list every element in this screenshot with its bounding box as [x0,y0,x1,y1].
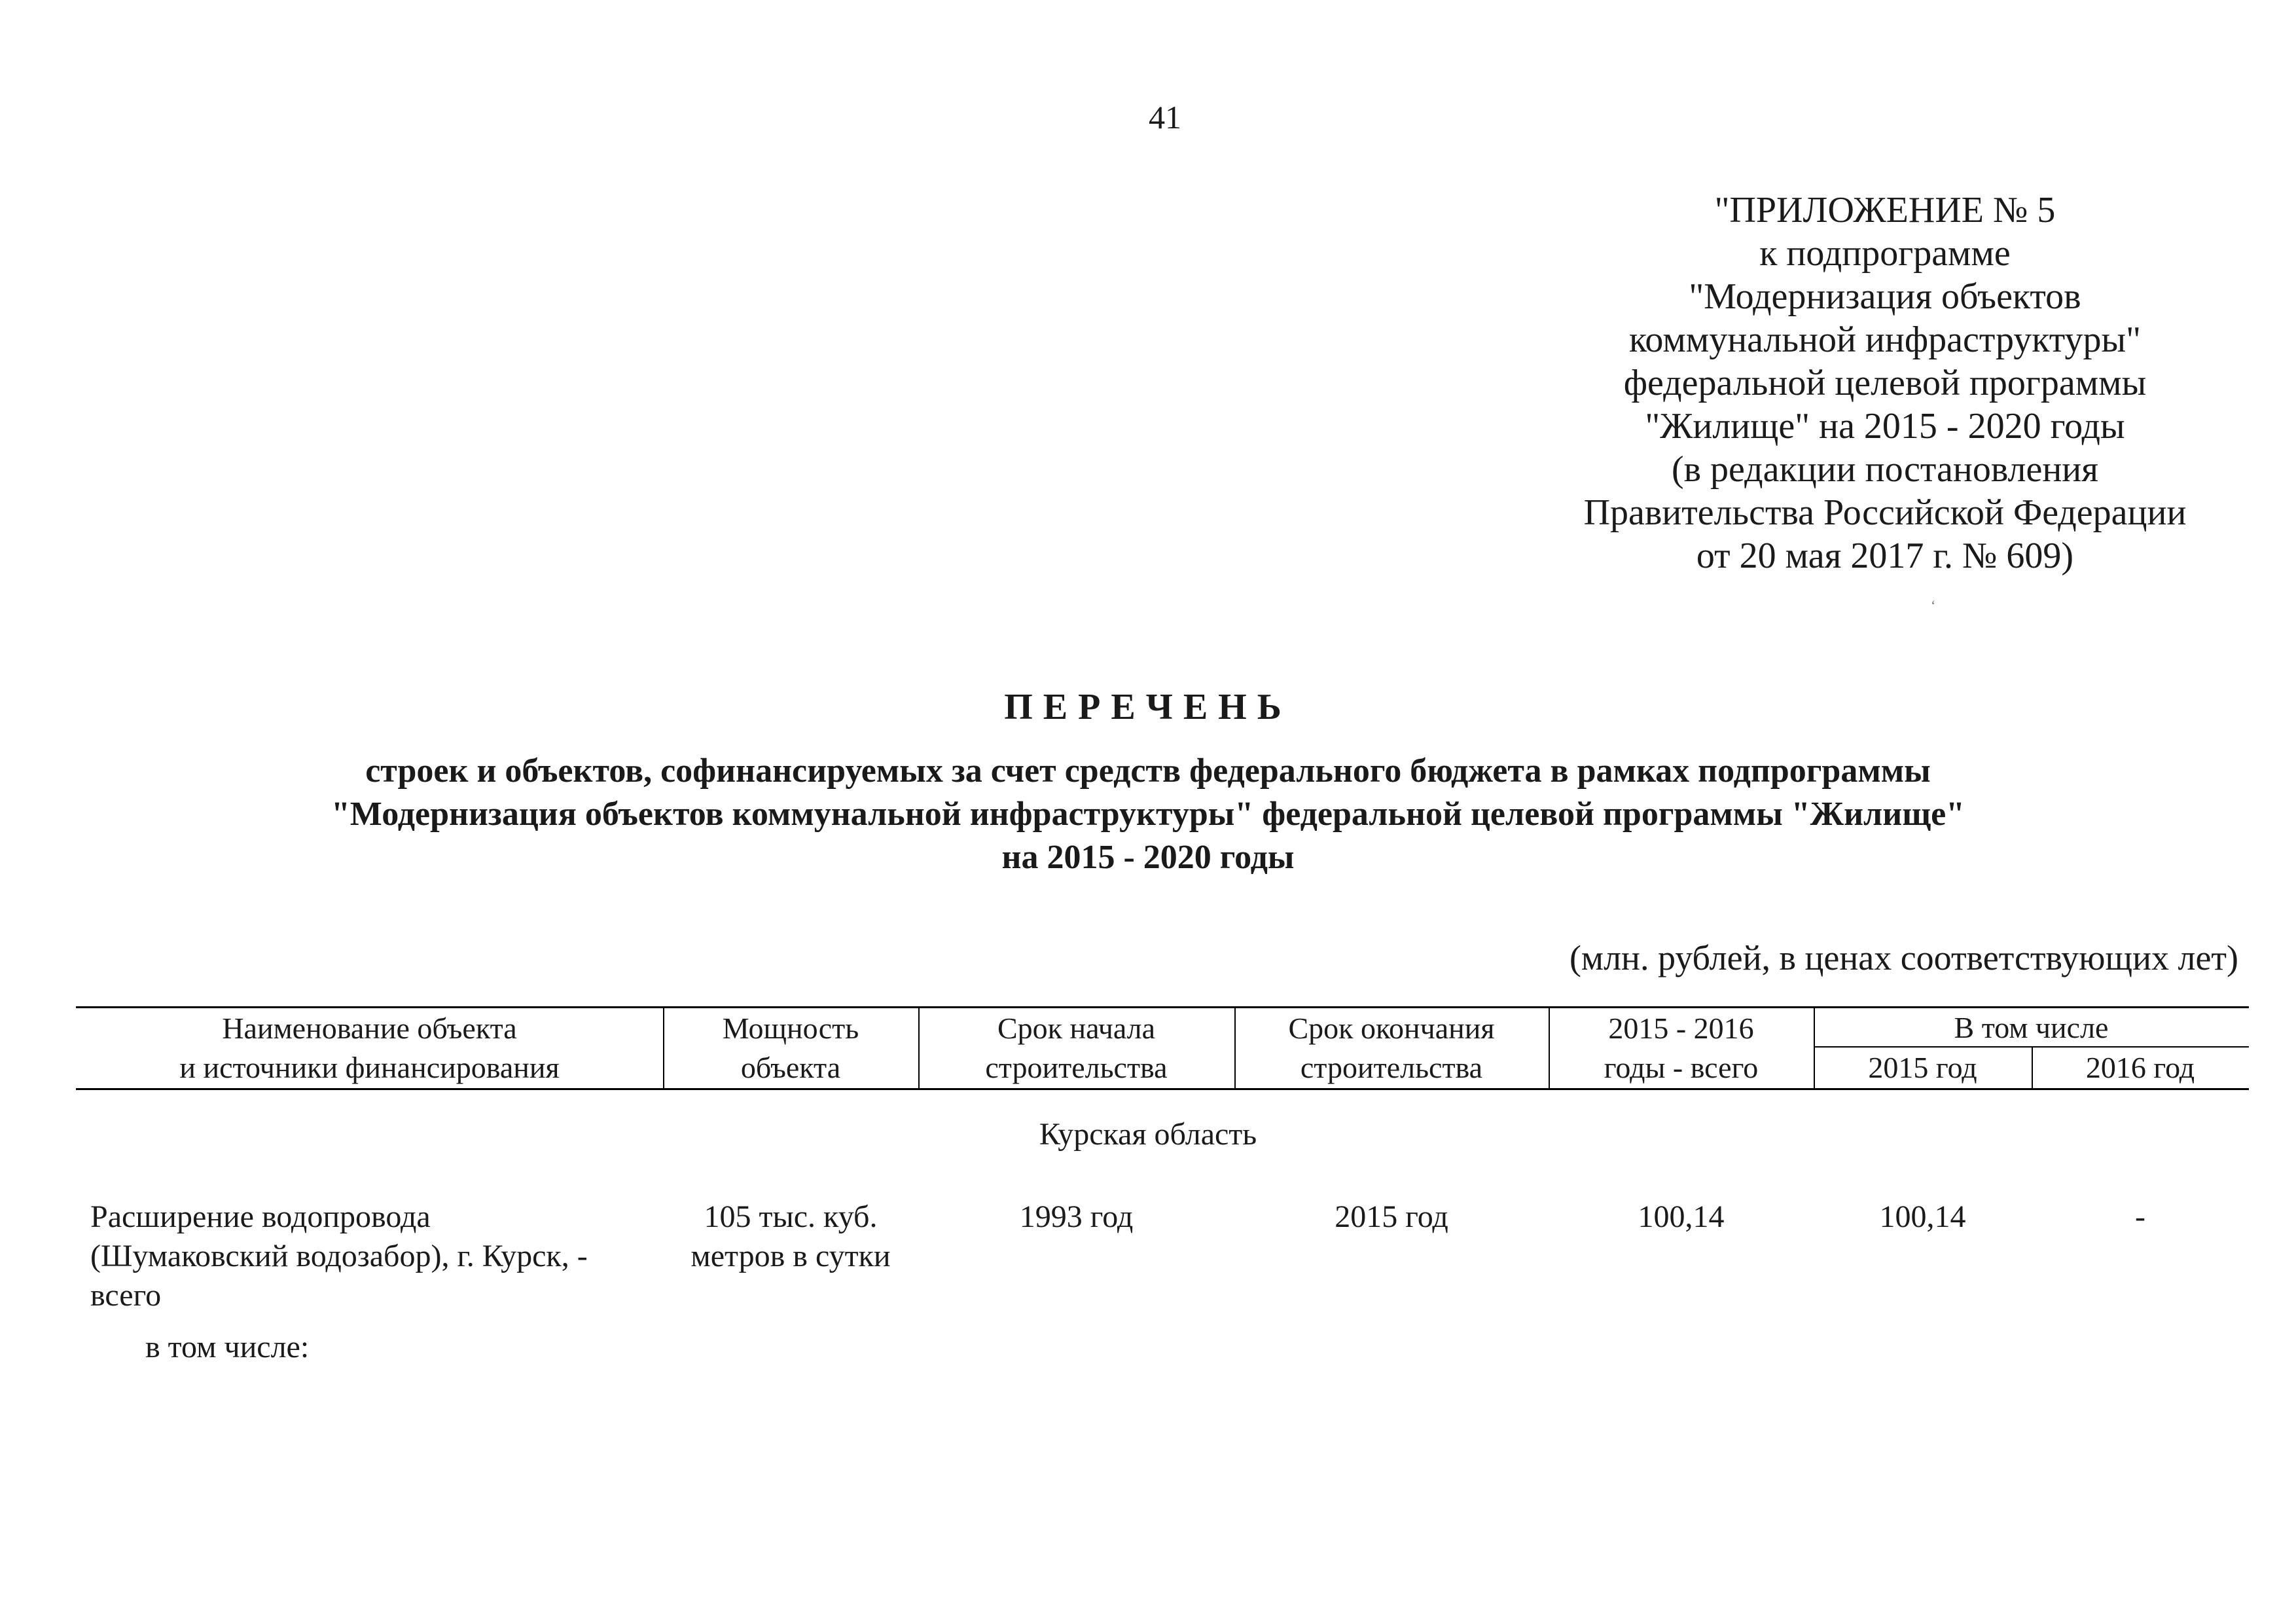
appendix-line: к подпрограмме [1759,233,2011,274]
header-end-line: Срок окончания [1288,1012,1495,1045]
row-name [90,1197,588,1315]
appendix-line: от 20 мая 2017 г. № 609) [1696,536,2074,576]
units-note: (млн. рублей, в ценах соответствующих лет) [1569,938,2238,977]
header-capacity [663,1009,918,1087]
header-end [1234,1009,1549,1087]
subtitle-line: строек и объектов, софинансируемых за счет средств федерального бюджета в рамках подпрограммы [365,752,1931,790]
appendix-header [1518,189,2251,577]
subtitle-line: "Модернизация объектов коммунальной инфраструктуры" федеральной целевой программы "Жилище" [331,795,1965,833]
header-name-line: и источники финансирования [179,1051,560,1084]
header-capacity-line: Мощность [722,1012,859,1045]
appendix-line: "ПРИЛОЖЕНИЕ № 5 [1714,190,2056,230]
page-number: 41 [1149,99,1181,136]
row-name-line: всего [90,1278,162,1313]
header-total-line: 2015 - 2016 [1608,1012,1754,1045]
header-start-line: Срок начала [997,1012,1156,1045]
row-2016: - [2135,1199,2145,1234]
row-name-line: (Шумаковский водозабор), г. Курск, - [90,1239,588,1273]
document-subtitle [0,750,2296,879]
table-header [76,1006,2249,1090]
appendix-line: (в редакции постановления [1671,449,2099,490]
subtitle-line: на 2015 - 2020 годы [1001,839,1295,876]
header-start-line: строительства [985,1051,1168,1084]
header-name-line: Наименование объекта [222,1012,517,1045]
header-name [76,1009,663,1087]
header-capacity-line: объекта [740,1051,841,1084]
header-2016: 2016 год [2085,1051,2195,1084]
scan-mark: ‘ [1931,597,1936,613]
header-2015: 2015 год [1868,1051,1977,1084]
appendix-line: Правительства Российской Федерации [1583,492,2187,533]
row-total: 100,14 [1638,1199,1725,1234]
header-total-line: годы - всего [1604,1051,1759,1084]
row-end: 2015 год [1335,1199,1448,1234]
appendix-line: федеральной целевой программы [1623,363,2147,403]
row-capacity [663,1197,918,1276]
header-end-line: строительства [1300,1051,1483,1084]
appendix-line: "Жилище" на 2015 - 2020 годы [1645,406,2125,447]
header-including: В том числе [1954,1011,2109,1044]
region-heading: Курская область [1039,1117,1257,1152]
document-title: ПЕРЕЧЕНЬ [1004,687,1292,727]
row-start: 1993 год [1019,1199,1134,1234]
row-capacity-line: метров в сутки [691,1239,891,1273]
including-label: в том числе: [145,1330,310,1364]
appendix-line: "Модернизация объектов [1689,276,2081,317]
row-2015: 100,14 [1879,1199,1966,1234]
appendix-line: коммунальной инфраструктуры" [1629,319,2141,360]
row-name-line: Расширение водопровода [90,1199,431,1234]
header-start [918,1009,1234,1087]
row-capacity-line: 105 тыс. куб. [704,1199,878,1234]
header-total [1549,1009,1814,1087]
